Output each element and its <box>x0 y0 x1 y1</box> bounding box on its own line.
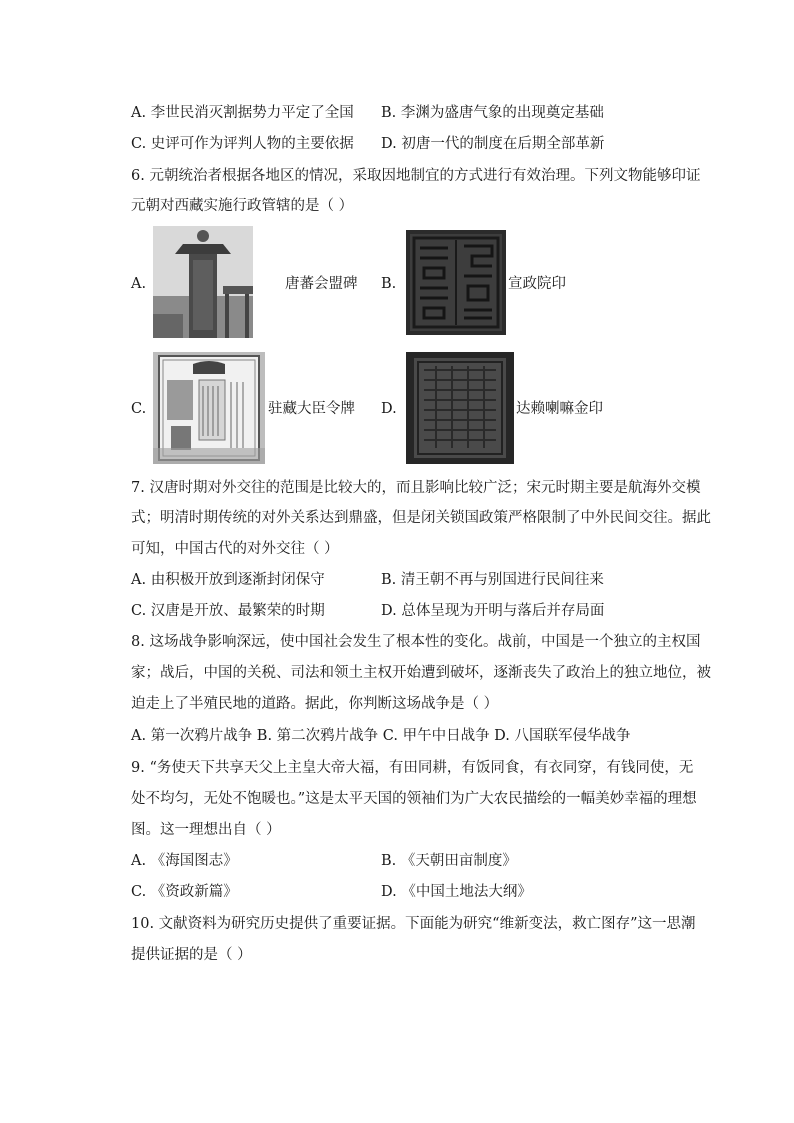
token-document-photo <box>153 352 265 464</box>
q6-option-c-image <box>153 352 265 464</box>
q6-option-c-caption: 驻藏大臣令牌 <box>268 401 355 417</box>
q9-stem-line3: 图。这一理想出自（ ） <box>131 822 281 838</box>
q7-option-b: B. 清王朝不再与别国进行民间往来 <box>381 572 604 588</box>
q9-stem-line1: 9. “务使天下共享天父上主皇大帝大福，有田同耕，有饭同食，有衣同穿，有钱同使，无 <box>131 760 694 776</box>
q5-option-a: A. 李世民消灭割据势力平定了全国 <box>131 105 354 121</box>
seal-photo <box>406 230 506 335</box>
q10-stem-line1: 10. 文献资料为研究历史提供了重要证据。下面能为研究“维新变法，救亡图存”这一思潮 <box>131 916 696 932</box>
q8-stem-line2: 家；战后，中国的关税、司法和领土主权开始遭到破坏，逐渐丧失了政治上的独立地位，被 <box>131 665 711 681</box>
q7-option-d: D. 总体呈现为开明与落后并存局面 <box>381 603 605 619</box>
q7-stem-line2: 式；明清时期传统的对外关系达到鼎盛，但是闭关锁国政策严格限制了中外民间交往。据此 <box>131 510 711 526</box>
q6-option-b-letter: B. <box>381 276 397 292</box>
q6-option-c-letter: C. <box>131 401 147 417</box>
stele-photo <box>153 226 253 338</box>
q6-option-a-caption: 唐蕃会盟碑 <box>285 276 358 292</box>
q7-stem-line1: 7. 汉唐时期对外交往的范围是比较大的，而且影响比较广泛；宋元时期主要是航海外交模 <box>131 480 701 496</box>
q5-option-b: B. 李渊为盛唐气象的出现奠定基础 <box>381 105 604 121</box>
q6-stem-line1: 6. 元朝统治者根据各地区的情况，采取因地制宜的方式进行有效治理。下列文物能够印证 <box>131 168 701 184</box>
q6-option-d-letter: D. <box>381 401 397 417</box>
gold-seal-photo <box>406 352 514 464</box>
q6-option-b-caption: 宣政院印 <box>508 276 566 292</box>
q6-option-d-caption: 达赖喇嘛金印 <box>516 401 603 417</box>
q5-option-c: C. 史评可作为评判人物的主要依据 <box>131 136 354 152</box>
q9-option-b: B. 《天朝田亩制度》 <box>381 853 517 869</box>
q7-option-a: A. 由积极开放到逐渐封闭保守 <box>131 572 325 588</box>
q6-option-a-image <box>153 226 253 338</box>
q10-stem-line2: 提供证据的是（ ） <box>131 947 252 963</box>
q9-stem-line2: 处不均匀，无处不饱暖也。”这是太平天国的领袖们为广大农民描绘的一幅美妙幸福的理想 <box>131 791 697 807</box>
q7-option-c: C. 汉唐是开放、最繁荣的时期 <box>131 603 325 619</box>
q5-option-d: D. 初唐一代的制度在后期全部革新 <box>381 136 605 152</box>
q8-stem-line1: 8. 这场战争影响深远，使中国社会发生了根本性的变化。战前，中国是一个独立的主权国 <box>131 634 701 650</box>
q9-option-a: A. 《海国图志》 <box>131 853 238 869</box>
q6-option-a-letter: A. <box>131 276 147 292</box>
q7-stem-line3: 可知，中国古代的对外交往（ ） <box>131 541 339 557</box>
q6-option-b-image <box>406 230 506 335</box>
q6-stem-line2: 元朝对西藏实施行政管辖的是（ ） <box>131 198 354 214</box>
q6-option-d-image <box>406 352 514 464</box>
q8-options: A. 第一次鸦片战争 B. 第二次鸦片战争 C. 甲午中日战争 D. 八国联军侵华战争 <box>131 728 631 744</box>
q8-stem-line3: 迫走上了半殖民地的道路。据此，你判断这场战争是（ ） <box>131 696 499 712</box>
q9-option-d: D. 《中国土地法大纲》 <box>381 884 532 900</box>
q9-option-c: C. 《资政新篇》 <box>131 884 238 900</box>
